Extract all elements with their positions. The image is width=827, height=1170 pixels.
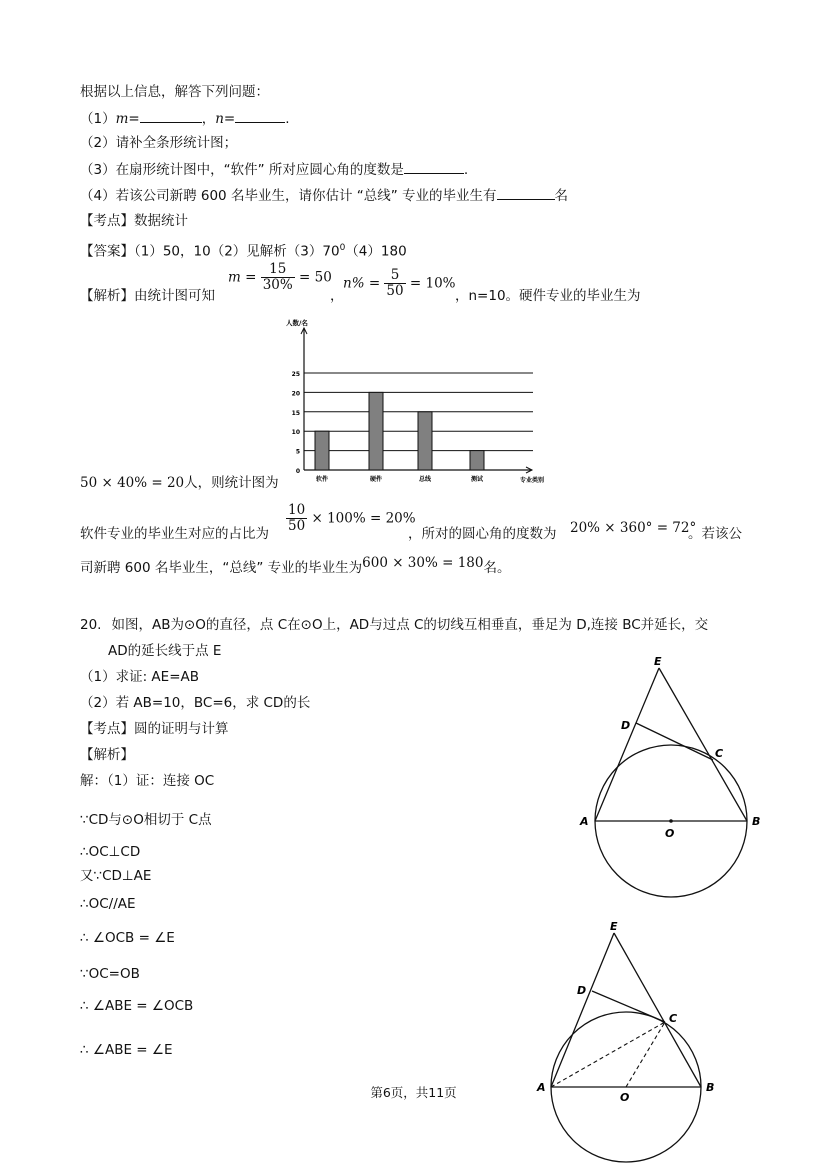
q19-kaodian-text: 数据统计 (134, 213, 188, 229)
q19-angle-blank[interactable] (404, 159, 464, 174)
q19-part1 (80, 108, 290, 129)
q19-part3-end: . (463, 162, 469, 178)
q19-answer-text: （1）50，10（2）见解析（3）70 (134, 243, 340, 260)
fig1-center-dot (669, 819, 673, 823)
q19-jiexi-line1 (80, 286, 215, 306)
q19-eq-n-lhs: n% = (343, 275, 381, 292)
bar-总线 (418, 412, 432, 470)
q19-eq-n (343, 268, 456, 299)
q20-number: 20. (80, 617, 102, 633)
q19-eq-p-den: 50 (288, 518, 306, 534)
q19-eq-n-rhs: = 10% (409, 275, 456, 292)
q19-part3-text: （3）在扇形统计图中，“软件” 所对应圆心角的度数是 (80, 162, 404, 178)
q20-sol-3: ∴OC⊥CD (80, 844, 141, 860)
q20-jiexi-label: 【解析】 (80, 747, 134, 763)
fig2-label-e: E (610, 920, 618, 933)
q19-part1-prefix: （1） (80, 111, 116, 127)
geometry-figure-2 (528, 915, 738, 1170)
q19-jiexi-1: 由统计图可知 (134, 288, 215, 304)
q19-eq-angle: 20% × 360° = 72° (570, 520, 697, 536)
q20-sol-2: ∵CD与⊙O相切于 C点 (80, 812, 212, 828)
q19-eq-percent (286, 503, 416, 534)
q20-part1: （1）求证: AE=AB (80, 669, 200, 685)
q19-eq-m-den: 30% (262, 277, 293, 293)
q19-answer (80, 238, 407, 262)
q20-stem-line1 (80, 615, 708, 635)
y-tick-label-20: 20 (291, 390, 300, 398)
bar-软件 (315, 431, 329, 470)
q19-part4-end: 名 (554, 188, 569, 204)
q20-part2: （2）若 AB=10，BC=6，求 CD的长 (80, 695, 311, 711)
q19-n-blank[interactable] (235, 108, 285, 123)
q19-eq-m-frac (261, 262, 295, 293)
q20-sol-4: 又∵CD⊥AE (80, 868, 152, 884)
y-axis-label: 人数/名 (286, 319, 308, 327)
q19-eq-m-rhs: = 50 (299, 269, 332, 286)
q19-jiexi-4-tail: 名。 (483, 560, 511, 576)
fig2-dashed-oc (626, 1022, 665, 1087)
fig1-label-b: B (752, 815, 761, 828)
geometry-figure-1 (570, 650, 770, 900)
q19-jiexi-line4 (80, 555, 511, 578)
q19-eq-hw: 50 × 40% = 20 (80, 475, 185, 491)
y-tick-label-5: 5 (295, 448, 300, 456)
fig2-dashed-ac (551, 1022, 665, 1087)
y-tick-label-15: 15 (291, 409, 300, 417)
bar-chart (278, 318, 558, 488)
q19-answer-label: 【答案】 (80, 243, 134, 260)
page-footer: 第6页，共11页 (370, 1085, 457, 1100)
x-tick-label-测试: 测试 (470, 476, 484, 483)
q19-part1-end: . (285, 111, 290, 127)
fig2-line-ae (551, 933, 614, 1087)
bar-测试 (470, 451, 484, 470)
q19-eq-m (228, 262, 332, 293)
q20-sol-8: ∴ ∠ABE = ∠OCB (80, 998, 194, 1014)
fig1-label-o: O (665, 827, 675, 840)
x-tick-label-软件: 软件 (315, 476, 329, 483)
q20-sol-7: ∵OC=OB (80, 966, 140, 982)
fig1-label-c: C (715, 747, 724, 760)
q19-answer-sup: 0 (339, 243, 346, 253)
q19-eq-n-num: 5 (384, 268, 405, 284)
q19-part3 (80, 159, 468, 180)
q20-sol-5: ∴OC//AE (80, 896, 136, 912)
q19-eq-n-frac (384, 268, 405, 299)
q19-eq-m-lhs: m = (228, 269, 257, 286)
q19-part1-n: n= (215, 111, 236, 127)
q19-m-blank[interactable] (140, 108, 202, 123)
fig1-line-ae (595, 668, 659, 821)
q19-eq-total: 600 × 30% = 180 (362, 555, 484, 571)
y-tick-label-0: 0 (295, 468, 300, 475)
q20-kaodian (80, 719, 229, 739)
q19-part4 (80, 185, 568, 206)
fig2-line-dc (592, 991, 665, 1022)
q19-jiexi-2-tail: 人，则统计图为 (184, 475, 279, 491)
q19-eq-p-rhs: × 100% = 20% (311, 510, 416, 527)
q20-stem-2: AD的延长线于点 E (108, 643, 222, 659)
q19-part1-sep: ， (201, 111, 216, 127)
q19-kaodian (80, 211, 188, 231)
q19-eq-sep: ， (330, 288, 344, 304)
q19-jiexi-label: 【解析】 (80, 288, 134, 304)
fig2-label-b: B (706, 1081, 715, 1094)
q19-kaodian-label: 【考点】 (80, 213, 134, 229)
q20-kaodian-label: 【考点】 (80, 721, 134, 737)
q19-jiexi-3-head: 软件专业的毕业生对应的占比为 (80, 526, 269, 542)
q19-eq-m-num: 15 (261, 262, 295, 278)
q19-jiexi-3-mid: ，所对的圆心角的度数为 (408, 526, 557, 542)
q20-sol-1: 解：（1）证：连接 OC (80, 773, 215, 789)
fig2-line-eb (614, 933, 701, 1087)
fig2-label-o: O (620, 1091, 630, 1104)
q19-intro: 根据以上信息，解答下列问题： (80, 84, 269, 100)
q19-part4-text: （4）若该公司新聘 600 名毕业生，请你估计 “总线” 专业的毕业生有 (80, 188, 497, 204)
q19-answer-tail: （4）180 (345, 243, 407, 260)
q19-jiexi-1-tail: ，n=10。硬件专业的毕业生为 (455, 288, 641, 304)
x-axis-label: 专业类别 (519, 477, 545, 484)
y-tick-label-10: 10 (291, 429, 300, 437)
q19-jiexi-line2 (80, 473, 279, 493)
fig2-label-a: A (537, 1081, 546, 1094)
fig1-label-d: D (621, 719, 631, 732)
y-tick-label-25: 25 (291, 371, 300, 378)
q19-jiexi-3-tail: 。若该公 (688, 526, 742, 542)
x-tick-label-总线: 总线 (418, 476, 432, 483)
q20-stem-1: 如图，AB为⊙O的直径，点 C在⊙O上，AD与过点 C的切线互相垂直，垂足为 D,连接 BC并延长，交 (111, 617, 709, 633)
q19-eq-n-den: 50 (386, 283, 404, 299)
q19-part2: （2）请补全条形统计图； (80, 135, 238, 151)
q19-jiexi-4-head: 司新聘 600 名毕业生，“总线” 专业的毕业生为 (80, 560, 363, 576)
q20-kaodian-text: 圆的证明与计算 (134, 721, 229, 737)
fig2-label-c: C (669, 1012, 678, 1025)
q19-eq-p-frac (286, 503, 307, 534)
q19-part1-m: m= (115, 111, 140, 127)
fig1-label-e: E (654, 655, 662, 668)
q19-eq-p-num: 10 (288, 502, 306, 518)
q19-count-blank[interactable] (497, 185, 555, 200)
q20-sol-9: ∴ ∠ABE = ∠E (80, 1042, 173, 1058)
x-tick-label-硬件: 硬件 (369, 476, 383, 483)
fig1-label-a: A (580, 815, 589, 828)
bar-硬件 (369, 392, 383, 470)
fig2-label-d: D (577, 984, 587, 997)
q20-sol-6: ∴ ∠OCB = ∠E (80, 930, 175, 946)
